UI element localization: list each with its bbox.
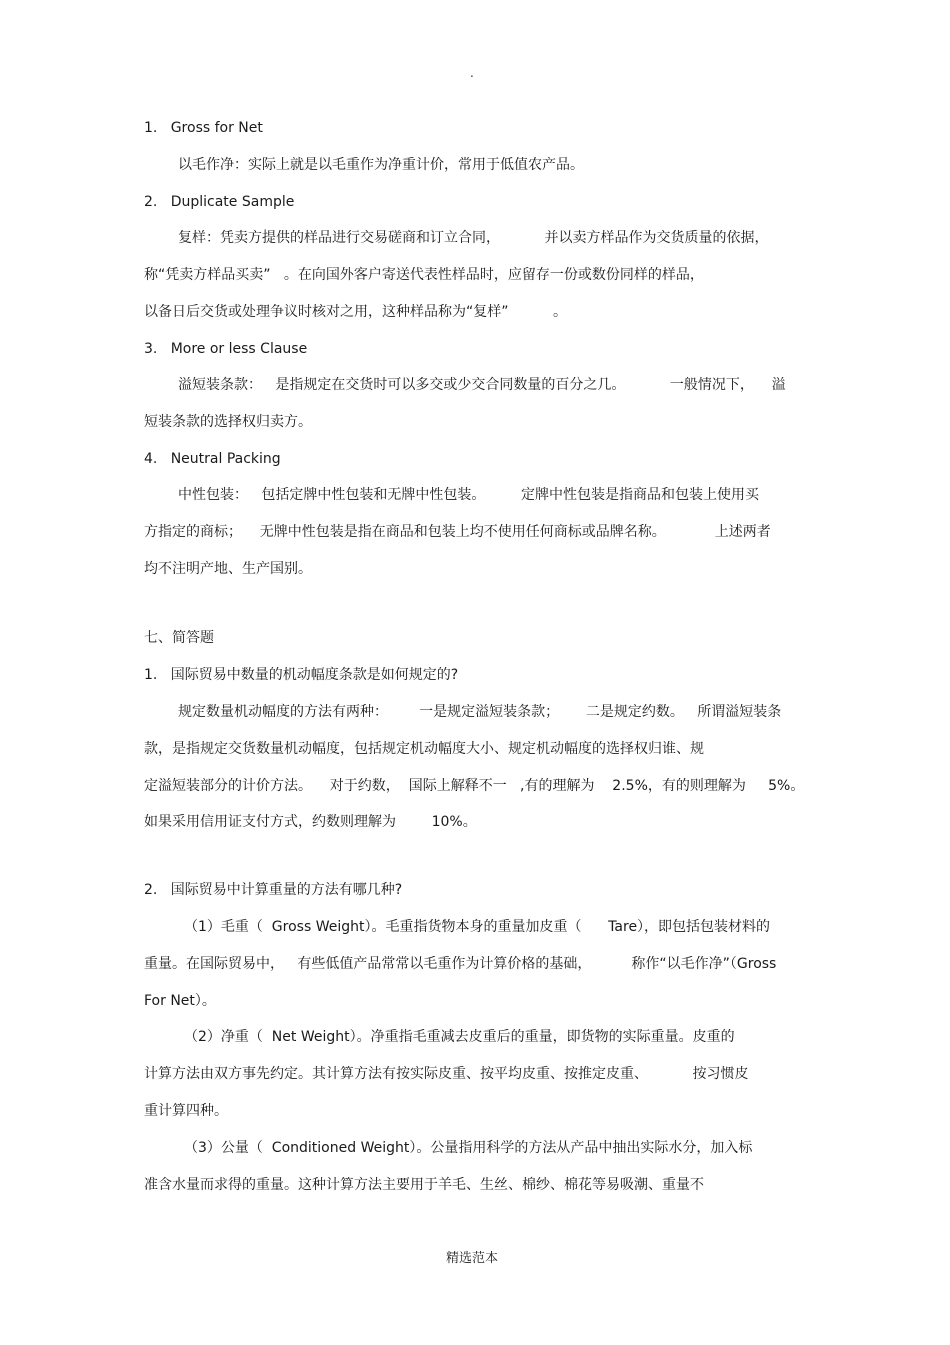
item-4-text-line-1: 中性包装： 包括定牌中性包装和无牌中性包装。 定牌中性包装是指商品和包装上使用买 [178, 487, 759, 503]
item-2-text-line-3: 以备日后交货或处理争议时核对之用，这种样品称为“复样” 。 [144, 304, 568, 320]
answer-2-p3-line-2: 准含水量而求得的重量。这种计算方法主要用于羊毛、生丝、棉纱、棉花等易吸潮、重量不 [144, 1177, 704, 1193]
item-2-text-line-1: 复样：凭卖方提供的样品进行交易磋商和订立合同， 并以卖方样品作为交货质量的依据， [178, 230, 769, 246]
page-footer: 精选范本 [446, 1251, 499, 1266]
item-4-text-line-3: 均不注明产地、生产国别。 [144, 561, 312, 577]
item-2-text-line-2: 称“凭卖方样品买卖” 。在向国外客户寄送代表性样品时，应留存一份或数份同样的样品， [144, 267, 704, 283]
answer-2-p3-line-1: （3）公量（ Conditioned Weight）。公量指用科学的方法从产品中抽出实际水分，加入标 [184, 1140, 753, 1156]
answer-2-p2-line-1: （2）净重（ Net Weight）。净重指毛重减去皮重后的重量，即货物的实际重量。皮重的 [184, 1029, 735, 1045]
item-3-text-line-2: 短装条款的选择权归卖方。 [144, 414, 312, 430]
item-4-heading: 4. Neutral Packing [144, 451, 281, 467]
header-mark: . [470, 66, 474, 80]
item-3-text-line-1: 溢短装条款： 是指规定在交货时可以多交或少交合同数量的百分之几。 一般情况下， 溢 [178, 377, 786, 393]
answer-2-p2-line-2: 计算方法由双方事先约定。其计算方法有按实际皮重、按平均皮重、按推定皮重、 按习惯皮 [144, 1066, 749, 1082]
answer-1-line-1: 规定数量机动幅度的方法有两种： 一是规定溢短装条款； 二是规定约数。 所谓溢短装条 [178, 704, 782, 720]
question-2: 2. 国际贸易中计算重量的方法有哪几种? [144, 882, 403, 898]
item-4-text-line-2: 方指定的商标； 无牌中性包装是指在商品和包装上均不使用任何商标或品牌名称。 上述两者 [144, 524, 771, 540]
answer-2-p1-line-2: 重量。在国际贸易中， 有些低值产品常常以毛重作为计算价格的基础， 称作“以毛作净”（Gross [144, 956, 777, 972]
item-1-heading: 1. Gross for Net [144, 120, 263, 136]
answer-1-line-3: 定溢短装部分的计价方法。 对于约数， 国际上解释不一 ,有的理解为 2.5%，有的则理解为 5%。 [144, 778, 805, 794]
answer-2-p1-line-1: （1）毛重（ Gross Weight）。毛重指货物本身的重量加皮重（ Tare），即包括包装材料的 [184, 919, 771, 935]
question-1: 1. 国际贸易中数量的机动幅度条款是如何规定的? [144, 667, 459, 683]
item-2-heading: 2. Duplicate Sample [144, 194, 295, 210]
section-heading: 七、简答题 [144, 630, 214, 646]
item-3-heading: 3. More or less Clause [144, 341, 308, 357]
answer-1-line-4: 如果采用信用证支付方式，约数则理解为 10%。 [144, 814, 477, 830]
answer-2-p1-line-3: For Net）。 [144, 993, 216, 1009]
item-1-text: 以毛作净：实际上就是以毛重作为净重计价，常用于低值农产品。 [178, 157, 584, 173]
answer-2-p2-line-3: 重计算四种。 [144, 1103, 228, 1119]
answer-1-line-2: 款，是指规定交货数量机动幅度，包括规定机动幅度大小、规定机动幅度的选择权归谁、规 [144, 741, 704, 757]
